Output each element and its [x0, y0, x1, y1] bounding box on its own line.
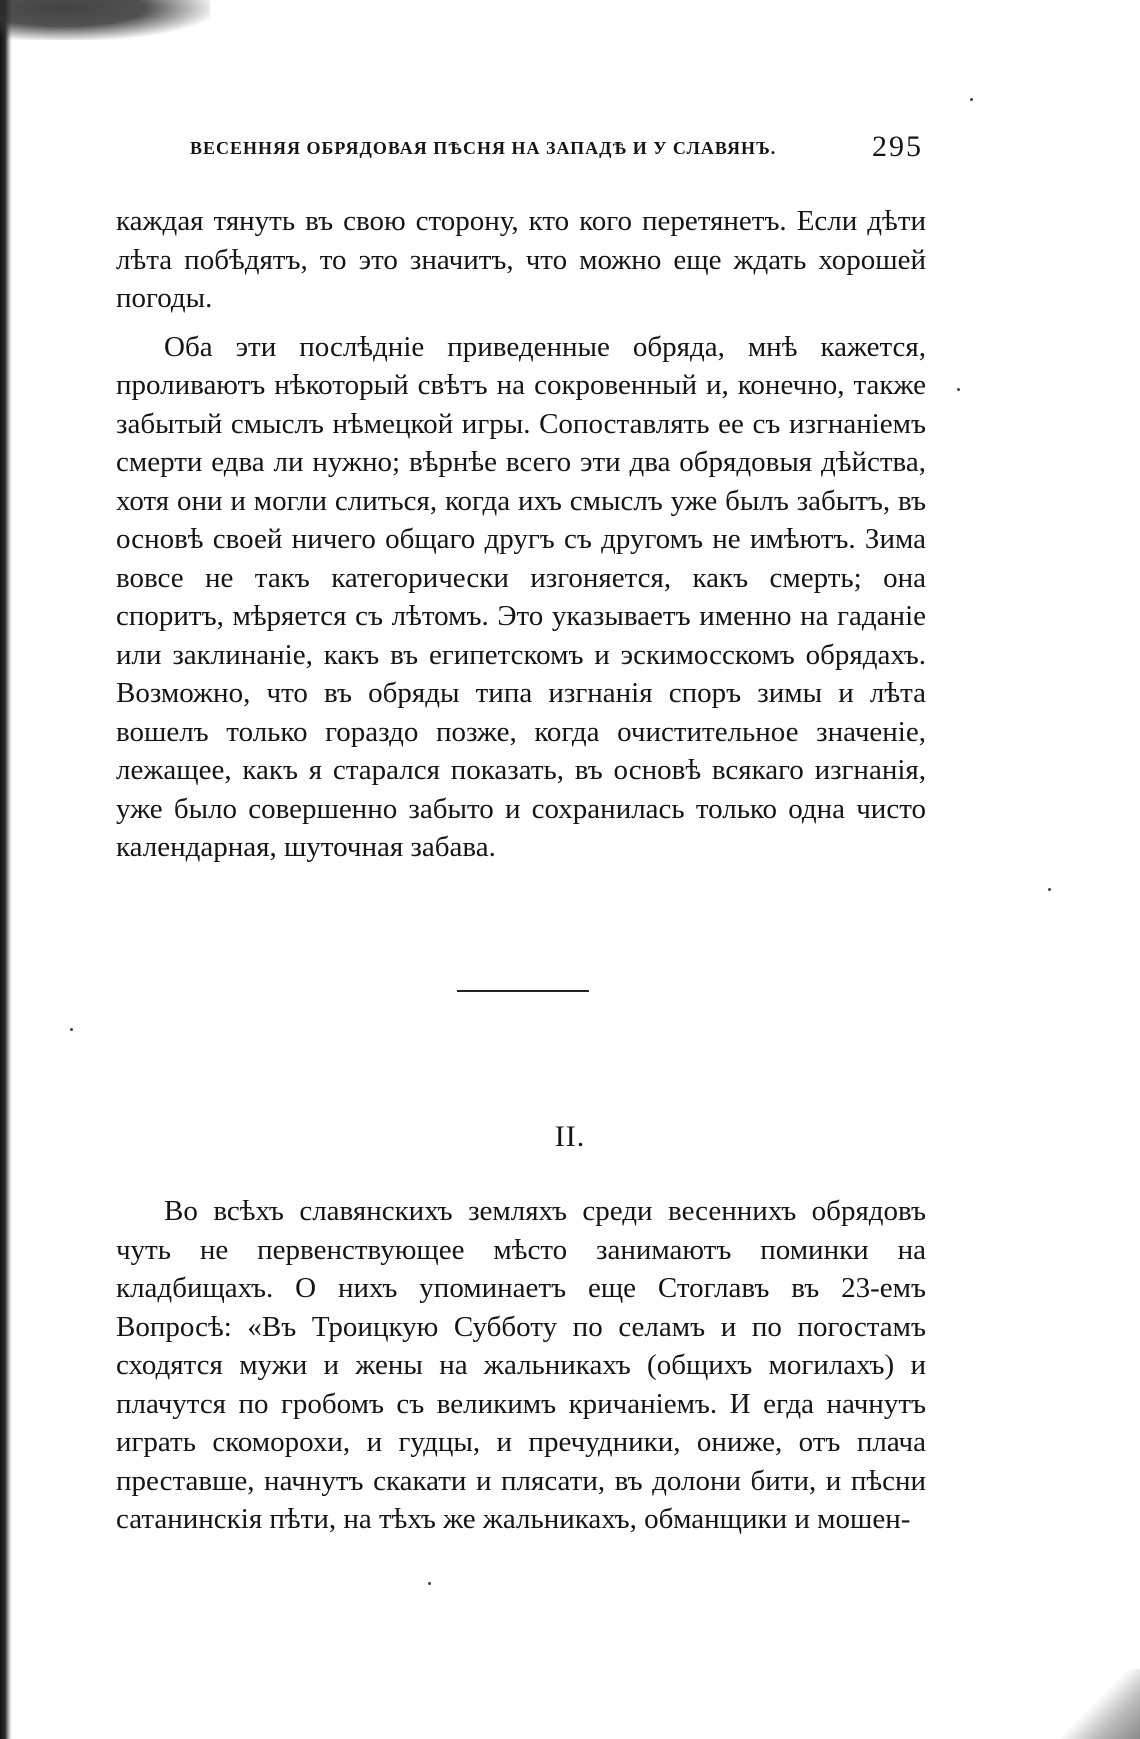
paragraph: каждая тянуть въ свою сторону, кто кого перетянетъ. Если дѣти лѣта побѣдятъ, то это значитъ, что можно еще ждать хорошей погоды. [116, 205, 926, 314]
scan-edge-shadow [0, 0, 12, 1739]
paragraph: Оба эти послѣдніе приведенные обряда, мнѣ кажется, проливаютъ нѣкоторый свѣтъ на сокровенный и, конечно, также забытый смыслъ нѣмецкой игры. Сопоставлять ее съ изгнаніемъ смерти едва ли нужно; вѣрнѣе всего эти два обрядовыя дѣйства, хотя они и могли слиться, когда ихъ смыслъ уже былъ забытъ, въ основѣ своей ничего общаго другъ съ другомъ не имѣютъ. Зима вовсе не такъ категорически изгоняется, какъ смерть; она споритъ, мѣряется съ лѣтомъ. Это указываетъ именно на гаданіе или заклинаніе, какъ въ египетскомъ и эскимосскомъ обрядахъ. Возможно, что въ обряды типа изгнанія споръ зимы и лѣта вошелъ только гораздо позже, когда очистительное значеніе, лежащее, какъ я старался показать, въ основѣ всякаго изгнанія, уже было совершенно забыто и сохранилась только одна чисто календарная, шуточная забава. [116, 330, 926, 863]
page-number: 295 [872, 130, 923, 163]
scan-corner-smudge [0, 0, 210, 40]
section-two-text [116, 1192, 926, 1539]
scan-speck [970, 98, 973, 101]
section-one-text [116, 202, 926, 867]
scan-speck [1048, 888, 1051, 891]
scan-corner-fold [1060, 1669, 1140, 1739]
section-number: II. [554, 1120, 586, 1153]
section-divider-rule [457, 990, 589, 992]
paragraph: Во всѣхъ славянскихъ земляхъ среди весеннихъ обрядовъ чуть не первенствующее мѣсто занимаютъ поминки на кладбищахъ. О нихъ упоминаетъ еще Стоглавъ въ 23-емъ Вопросѣ: «Въ Троицкую Субботу по селамъ и по погостамъ сходятся мужи и жены на жальникахъ (общихъ могилахъ) и плачутся по гробомъ съ великимъ кричаніемъ. И егда начнутъ играть скоморохи, и гудцы, и пречудники, ониже, отъ плача преставше, начнутъ скакати и плясати, въ долони бити, и пѣсни сатанинскія пѣти, на тѣхъ же жальникахъ, обманщики и мошен- [116, 1195, 926, 1535]
scan-speck [70, 1028, 73, 1031]
running-title: ВЕСЕННЯЯ ОБРЯДОВАЯ ПѢСНЯ НА ЗАПАДѢ И У СЛАВЯНЪ. [190, 138, 777, 158]
scan-speck [428, 1582, 431, 1585]
scan-speck [957, 388, 960, 391]
